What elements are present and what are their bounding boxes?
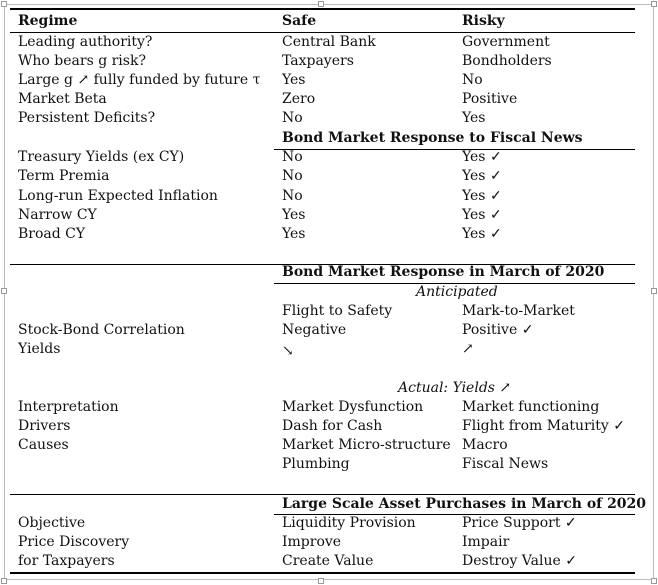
row-risky: Positive [462, 91, 518, 107]
row-label: Who bears g risk? [18, 53, 146, 69]
row-label: Interpretation [18, 399, 119, 415]
row-label: Yields [18, 341, 61, 357]
section-title-march-2020: Bond Market Response in March of 2020 [282, 264, 605, 280]
top-rule [10, 8, 635, 10]
row-label: for Taxpayers [18, 553, 115, 569]
row-safe: Liquidity Provision [282, 515, 416, 531]
row-safe: Improve [282, 534, 342, 550]
row-label: Price Discovery [18, 534, 130, 550]
row-safe: Create Value [282, 553, 374, 569]
row-safe: Zero [282, 91, 316, 107]
row-safe: Yes [282, 72, 306, 88]
row-safe: Plumbing [282, 456, 350, 472]
mark-to-market-heading: Mark-to-Market [462, 303, 575, 319]
row-safe: Negative [282, 322, 347, 338]
section-title-fiscal-news: Bond Market Response to Fiscal News [282, 130, 583, 146]
row-risky: Yes ✓ [462, 188, 502, 204]
actual-yields-label: Actual: Yields ↗ [398, 380, 512, 396]
row-label: Causes [18, 437, 69, 453]
row-risky: Market functioning [462, 399, 600, 415]
row-safe: No [282, 168, 303, 184]
header-safe: Safe [282, 13, 317, 29]
resize-handle-top[interactable] [318, 1, 324, 7]
row-label: Leading authority? [18, 34, 153, 50]
row-risky: Yes ✓ [462, 226, 502, 242]
row-safe: No [282, 149, 303, 165]
row-risky: Yes ✓ [462, 207, 502, 223]
row-risky: Impair [462, 534, 510, 550]
row-label: Treasury Yields (ex CY) [18, 149, 185, 165]
row-label: Market Beta [18, 91, 107, 107]
row-risky: Yes ✓ [462, 168, 502, 184]
row-safe: Yes [282, 226, 306, 242]
row-label: Persistent Deficits? [18, 110, 156, 126]
header-risky: Risky [462, 13, 505, 29]
row-risky: Fiscal News [462, 456, 549, 472]
yields-up-arrow: ↗ [462, 341, 474, 357]
resize-handle-right[interactable] [651, 288, 657, 294]
resize-handle-bottom-right[interactable] [651, 578, 657, 584]
anticipated-label: Anticipated [416, 284, 498, 300]
bottom-rule [10, 572, 635, 574]
row-risky: Yes [462, 110, 486, 126]
row-risky: Yes ✓ [462, 149, 502, 165]
row-safe: No [282, 110, 303, 126]
row-label: Stock-Bond Correlation [18, 322, 185, 338]
row-label: Large g ↗ fully funded by future τ [18, 72, 261, 88]
row-label: Term Premia [18, 168, 110, 184]
row-label: Broad CY [18, 226, 86, 242]
section-rule [274, 149, 635, 150]
row-risky: Government [462, 34, 550, 50]
row-risky: Bondholders [462, 53, 552, 69]
row-safe: Yes [282, 207, 306, 223]
row-safe: Central Bank [282, 34, 376, 50]
section-title-lsap: Large Scale Asset Purchases in March of 2020 [282, 496, 647, 512]
row-safe: Market Micro-structure [282, 437, 451, 453]
resize-handle-bottom[interactable] [318, 578, 324, 584]
row-label: Drivers [18, 418, 71, 434]
row-risky: Positive ✓ [462, 322, 534, 338]
row-label: Long-run Expected Inflation [18, 188, 218, 204]
header-regime: Regime [18, 13, 78, 29]
row-risky: No [462, 72, 483, 88]
row-risky: Destroy Value ✓ [462, 553, 577, 569]
row-safe: Dash for Cash [282, 418, 383, 434]
row-safe: Market Dysfunction [282, 399, 424, 415]
row-safe: Taxpayers [282, 53, 354, 69]
row-label: Objective [18, 515, 86, 531]
row-risky: Macro [462, 437, 508, 453]
resize-handle-bottom-left[interactable] [1, 578, 7, 584]
row-label: Narrow CY [18, 207, 97, 223]
resize-handle-left[interactable] [1, 288, 7, 294]
resize-handle-top-right[interactable] [651, 1, 657, 7]
row-risky: Price Support ✓ [462, 515, 577, 531]
row-risky: Flight from Maturity ✓ [462, 418, 625, 434]
row-safe: No [282, 188, 303, 204]
flight-to-safety-heading: Flight to Safety [282, 303, 393, 319]
resize-handle-top-left[interactable] [1, 1, 7, 7]
yields-down-arrow: ↘ [282, 343, 294, 359]
